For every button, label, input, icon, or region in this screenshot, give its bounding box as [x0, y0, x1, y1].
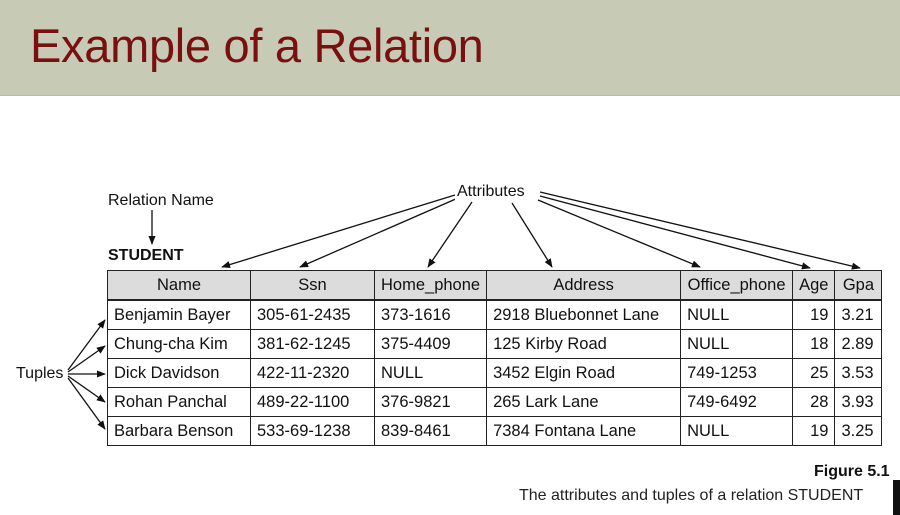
table-row [108, 300, 882, 330]
cell-gpa: 3.53 [835, 359, 882, 388]
cell-address: 3452 Elgin Road [487, 359, 681, 388]
cell-ssn: 305-61-2435 [251, 300, 375, 330]
tuples-label: Tuples [16, 365, 64, 382]
figure-label: Figure 5.1 [814, 463, 890, 480]
slide-title: Example of a Relation [30, 19, 484, 72]
relation-name: STUDENT [108, 247, 184, 264]
cell-ssn: 533-69-1238 [251, 417, 375, 446]
cell-address: 2918 Bluebonnet Lane [487, 300, 681, 330]
table-row [108, 359, 882, 388]
table-row [108, 388, 882, 417]
cell-age: 18 [793, 330, 835, 359]
cell-office-phone: NULL [681, 417, 793, 446]
cell-age: 19 [793, 417, 835, 446]
cell-gpa: 3.21 [835, 300, 882, 330]
cell-home-phone: NULL [375, 359, 487, 388]
cell-home-phone: 375-4409 [375, 330, 487, 359]
cell-ssn: 381-62-1245 [251, 330, 375, 359]
cell-office-phone: 749-1253 [681, 359, 793, 388]
column-header-home-phone: Home_phone [375, 271, 487, 301]
cell-name: Barbara Benson [108, 417, 251, 446]
cell-home-phone: 373-1616 [375, 300, 487, 330]
column-header-gpa: Gpa [835, 271, 882, 301]
cell-gpa: 2.89 [835, 330, 882, 359]
attribute-arrows [222, 192, 860, 268]
column-header-office-phone: Office_phone [681, 271, 793, 301]
cell-age: 28 [793, 388, 835, 417]
cell-age: 19 [793, 300, 835, 330]
student-relation-table [107, 270, 882, 446]
cell-address: 125 Kirby Road [487, 330, 681, 359]
cell-name: Rohan Panchal [108, 388, 251, 417]
cell-age: 25 [793, 359, 835, 388]
column-header-ssn: Ssn [251, 271, 375, 301]
cell-name: Chung-cha Kim [108, 330, 251, 359]
cell-address: 265 Lark Lane [487, 388, 681, 417]
tuple-arrows [68, 320, 105, 429]
cell-address: 7384 Fontana Lane [487, 417, 681, 446]
header-row [108, 271, 882, 301]
cell-office-phone: NULL [681, 330, 793, 359]
cell-name: Dick Davidson [108, 359, 251, 388]
figure-caption: The attributes and tuples of a relation STUDENT [519, 487, 864, 504]
table-row [108, 417, 882, 446]
edge-overlay [893, 480, 900, 515]
column-header-name: Name [108, 271, 251, 301]
cell-gpa: 3.25 [835, 417, 882, 446]
cell-office-phone: 749-6492 [681, 388, 793, 417]
table-row [108, 330, 882, 359]
column-header-age: Age [793, 271, 835, 301]
attributes-label: Attributes [457, 183, 525, 200]
column-header-address: Address [487, 271, 681, 301]
cell-home-phone: 376-9821 [375, 388, 487, 417]
relation-name-label: Relation Name [108, 192, 214, 209]
cell-office-phone: NULL [681, 300, 793, 330]
cell-name: Benjamin Bayer [108, 300, 251, 330]
cell-ssn: 422-11-2320 [251, 359, 375, 388]
cell-gpa: 3.93 [835, 388, 882, 417]
cell-home-phone: 839-8461 [375, 417, 487, 446]
cell-ssn: 489-22-1100 [251, 388, 375, 417]
